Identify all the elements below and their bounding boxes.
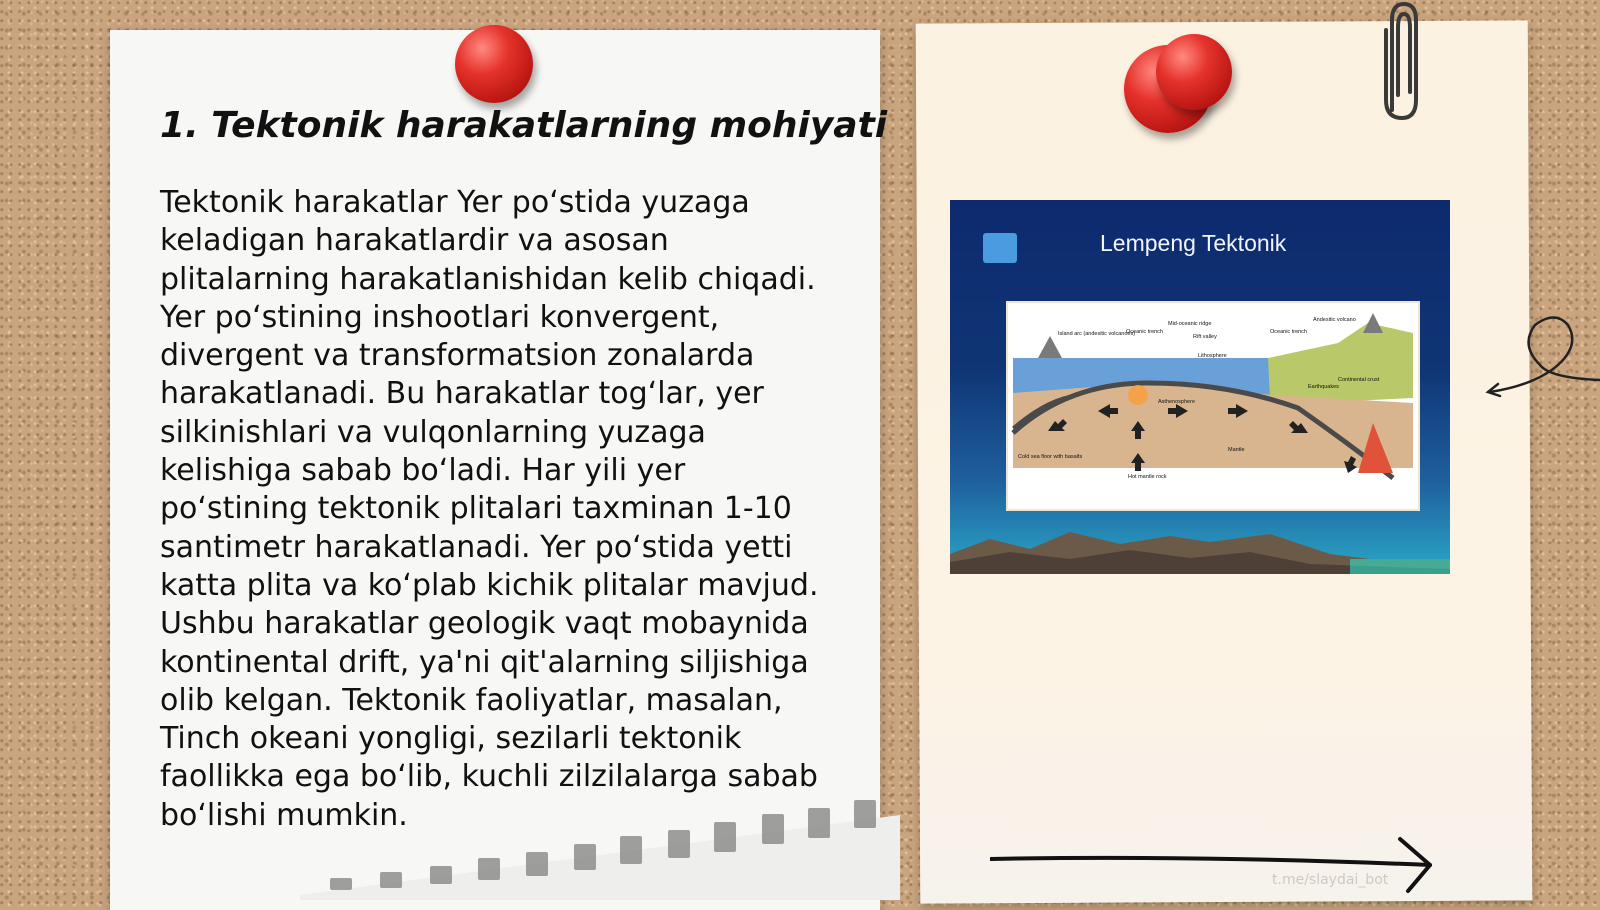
slide-title: 1. Tektonik harakatlarning mohiyati xyxy=(160,105,888,146)
diagram-label: Oceanic trench xyxy=(1270,329,1307,335)
diagram-label: Asthenosphere xyxy=(1158,399,1195,405)
diagram-label: Mid-oceanic ridge xyxy=(1168,321,1212,327)
doodle-loop-icon xyxy=(1480,310,1600,410)
diagram-label: Lithosphere xyxy=(1198,353,1227,359)
pushpin-icon xyxy=(1156,34,1232,110)
diagram-label: Andesitic volcano xyxy=(1313,317,1356,323)
plate-tectonics-diagram xyxy=(1006,301,1420,511)
watermark: t.me/slaydai_bot xyxy=(1272,872,1389,888)
pushpin-icon xyxy=(455,25,533,103)
diagram-label: Continental crust xyxy=(1338,377,1380,383)
diagram-label: Cold sea floor with basalts xyxy=(1018,454,1083,460)
diagram-label: Island arc (andesitic volcanoes) xyxy=(1058,331,1136,337)
mountain-silhouette xyxy=(950,514,1450,574)
paperclip-icon xyxy=(1378,0,1422,124)
folder-icon xyxy=(983,233,1017,263)
tectonic-plates-image xyxy=(950,200,1450,574)
diagram-label: Oceanic trench xyxy=(1126,329,1163,335)
diagram-label: Earthquakes xyxy=(1308,384,1339,390)
diagram-label: Hot mantle rock xyxy=(1128,474,1167,480)
body-paragraph: Tektonik harakatlar Yer po‘stida yuzaga keladigan harakatlardir va asosan plitalarning harakatlanishidan kelib chiqadi. Yer po‘stining inshootlari konvergent, divergent va transformatsion zonalarda harakatlanadi. Bu harakatlar tog‘lar, yer silkinishlari va vulqonlarning yuzaga kelishiga sabab bo‘ladi. Har yili yer po‘stining tektonik plitalari taxminan 1-10 santimetr harakatlanadi. Yer po‘stida yetti katta plita va ko‘plab kichik plitalar mavjud. Ushbu harakatlar geologik vaqt mobaynida kontinental drift, ya'ni qit'alarning siljishiga olib kelgan. Tektonik faoliyatlar, masalan, Tinch okeani yongligi, sezilarli tektonik faollikka ega bo‘lib, kuchli zilzilalarga sabab bo‘lishi mumkin. xyxy=(160,185,819,833)
image-title: Lempeng Tektonik xyxy=(1100,230,1287,256)
diagram-label: Rift valley xyxy=(1193,334,1217,340)
diagram-label: Mantle xyxy=(1228,447,1245,453)
